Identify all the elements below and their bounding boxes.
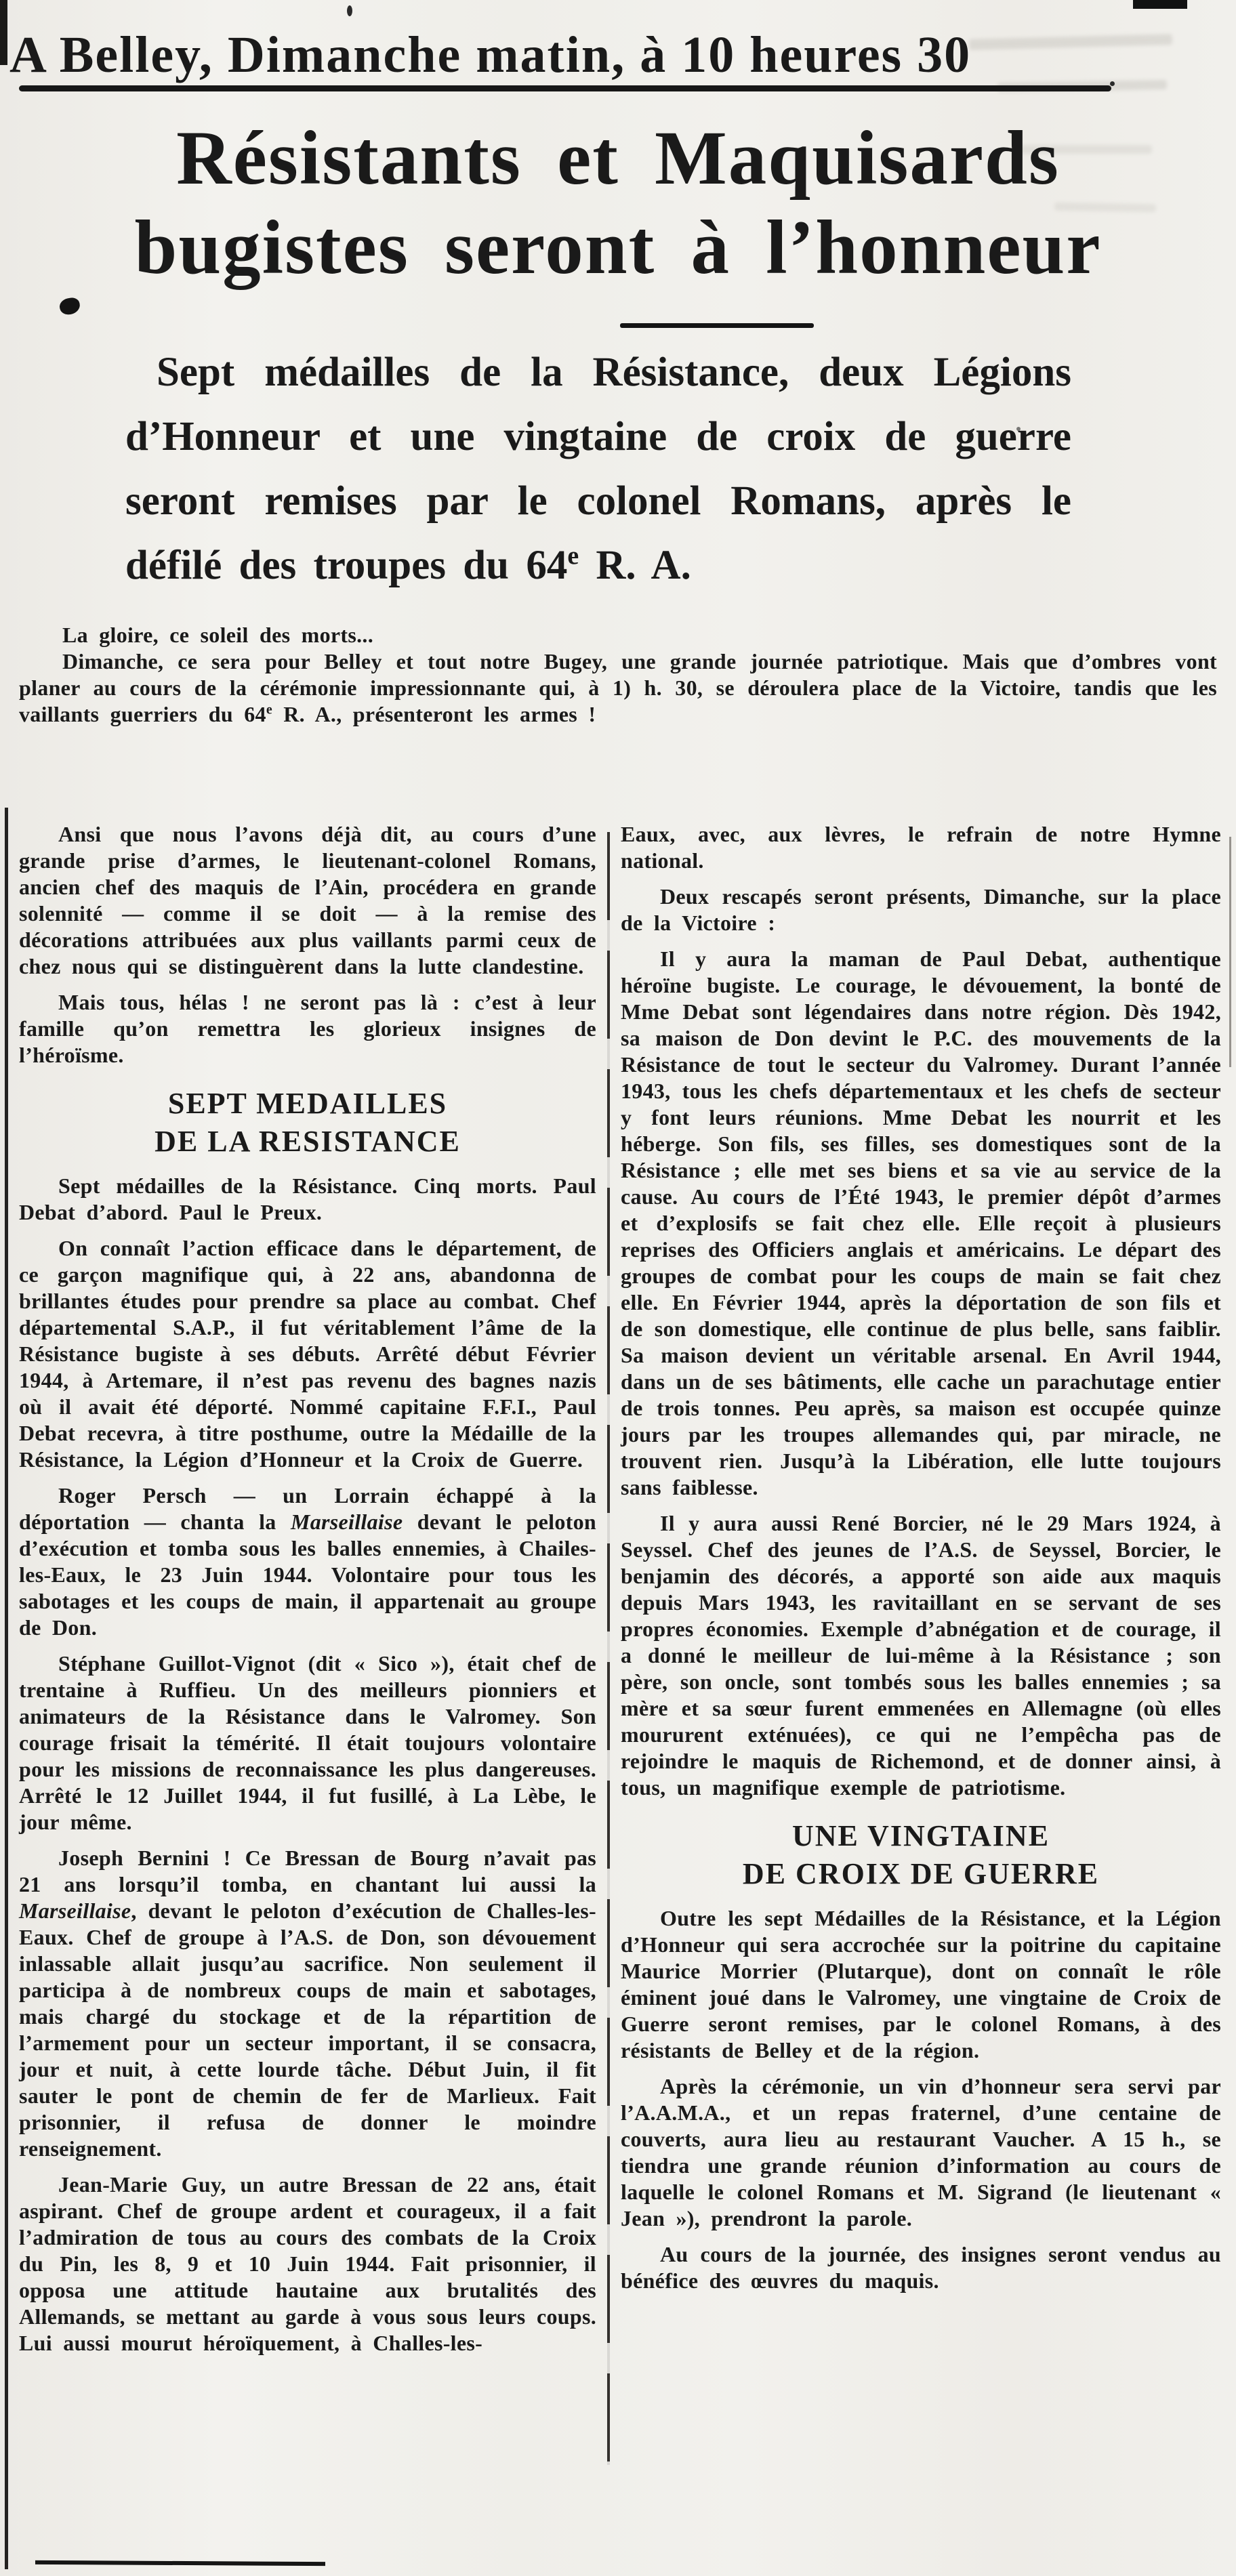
article-paragraph: Il y aura la maman de Paul Debat, authentique héroïne bugiste. Le courage, le dévouement, la bonté de Mme Debat sont légendaires dans notre région. Dès 1942, sa maison de Don devint le P.C. des mouvements de la Résistance de tout le secteur du Valromey. Durant l’année 1943, tous les chefs départementaux et les chefs de secteur y font leurs réunions. Mme Debat les nourrit et les héberge. Son fils, ses filles, ses domestiques sont de la Résistance ; elle met ses biens et sa vie au service de la cause. Au cours de l’Été 1943, le premier dépôt d’armes et d’explosifs se fait chez elle. Elle reçoit à plusieurs reprises des Officiers anglais et américains. Le départ des groupes de combat pour les coups de main se fait chez elle. En Février 1944, après la déportation de son fils et de son domestique, elle continue de plus belle, sans faiblir. Sa maison devient un véritable arsenal. En Avril 1944, dans un de ses bâtiments, elle cache un parachutage entier de trois tonnes. Peu après, sa maison est occupée quinze jours par les troupes allemandes qui, par miracle, ne trouvent rien. Jusqu’à la Libération, elle lutte toujours sans faiblesse. [621, 947, 1221, 1499]
headline [14, 114, 1222, 293]
bottom-rule [35, 2560, 325, 2566]
section-heading: SEPT MEDAILLES DE LA RESISTANCE [154, 1087, 461, 1158]
article-paragraph: On connaît l’action efficace dans le département, de ce garçon magnifique qui, à 22 ans, abandonna de brillantes études pour prendre sa place au combat. Chef départemental S.A.P., il fut véritablement l’âme de la Résistance bugiste à ses débuts. Arrêté début Février 1944, à Artemare, il n’est pas revenu des bagnes nazis où il avait été déporté. Nommé capitaine F.F.I., Paul Debat recevra, à titre posthume, outre la Médaille de la Résistance, la Légion d’Honneur et la Croix de Guerre. [19, 1236, 596, 1472]
article-columns [19, 821, 1221, 2465]
article-paragraph: Deux rescapés seront présents, Dimanche, sur la place de la Victoire : [621, 884, 1221, 935]
article-paragraph: Outre les sept Médailles de la Résistance, et la Légion d’Honneur qui sera accrochée sur la poitrine du capitaine Maurice Morrier (Plutarque), dont on connaît le rôle éminent joué dans le Valromey, une vingtaine de Croix de Guerre seront remises, par le colonel Romans, à des résistants de Belley et de la région. [621, 1906, 1221, 2062]
column-divider-rule [607, 832, 610, 2465]
article-paragraph: Dimanche, ce sera pour Belley et tout notre Bugey, une grande journée patriotique. Mais que d’ombres vont planer au cours de la cérémonie impressionnante qui, à 1) h. 30, se déroulera place de la Victoire, tandis que les vaillants guerriers du 64e R. A., présenteront les armes ! [19, 649, 1217, 726]
headline-divider [620, 323, 814, 328]
headline-line-2: bugistes seront à l’honneur [134, 205, 1102, 291]
lead-paragraphs [19, 622, 1217, 728]
article-paragraph: Mais tous, hélas ! ne seront pas là : c’est à leur famille qu’on remettra les glorieux insignes de l’héroïsme. [19, 990, 596, 1067]
page-border-left [5, 808, 8, 2569]
headline-line-1: Résistants et Maquisards [176, 116, 1060, 201]
article-paragraph: Eaux, avec, aux lèvres, le refrain de notre Hymne national. [621, 822, 1221, 873]
ink-blob [58, 296, 81, 316]
article-paragraph: Sept médailles de la Résistance. Cinq morts. Paul Debat d’abord. Paul le Preux. [19, 1173, 596, 1224]
kicker-rule [19, 85, 1111, 91]
article-paragraph: Au cours de la journée, des insignes seront vendus au bénéfice des œuvres du maquis. [621, 2242, 1221, 2293]
article-paragraph: Roger Persch — un Lorrain échappé à la déportation — chanta la Marseillaise devant le peloton d’exécution et tomba sous les balles ennemies, à Chailes-les-Eaux, le 23 Juin 1944. Volontaire pour tous les sabotages et les coups de main, il appartenait au groupe de Don. [19, 1483, 596, 1640]
bleed-through-smudge [969, 34, 1172, 50]
scan-edge-mark [0, 0, 7, 65]
section-heading: UNE VINGTAINE DE CROIX DE GUERRE [742, 1819, 1100, 1890]
article-paragraph: Joseph Bernini ! Ce Bressan de Bourg n’avait pas 21 ans lorsqu’il tomba, en chantant lui aussi la Marseillaise, devant le peloton d’exécution de Challes-les-Eaux. Chef de groupe à l’A.S. de Don, son dévouement inlassable allait jusqu’au sacrifice. Non seulement il participa à de nombreux coups de main et sabotages, mais chargé du stockage et de la répartition de l’armement pour un secteur important, il se consacra, jour et nuit, à cette lourde tâche. Début Juin, il fit sauter le pont de chemin de fer de Marlieux. Fait prisonnier, il refusa de donner le moindre renseignement. [19, 1846, 596, 2161]
ink-speck [1110, 81, 1115, 86]
article-paragraph: Stéphane Guillot-Vignot (dit « Sico »), était chef de trentaine à Ruffieu. Un des meilleurs pionniers et animateurs de la Résistance dans le Valromey. Son courage frisait la témérité. Il était toujours volontaire pour les missions de reconnaissance les plus dangereuses. Arrêté le 12 Juillet 1944, il fut fusillé, à La Lèbe, le jour même. [19, 1651, 596, 1834]
article-paragraph: Après la cérémonie, un vin d’honneur sera servi par l’A.A.M.A., et un repas fraternel, d’une centaine de couverts, aura lieu au restaurant Vaucher. A 15 h., se tiendra une grande réunion d’information au cours de laquelle le colonel Romans et M. Sigrand (le lieutenant « Jean »), prendront la parole. [621, 2074, 1221, 2230]
article-paragraph: La gloire, ce soleil des morts... [62, 623, 374, 647]
right-column [621, 821, 1221, 2304]
article-paragraph: Jean-Marie Guy, un autre Bressan de 22 ans, était aspirant. Chef de groupe ardent et courageux, il a fait l’admiration de tous au cours des combats de la Croix du Pin, les 8, 9 et 10 Juin 1944. Fait prisonnier, il opposa une attitude hautaine aux brutalités des Allemands, se mettant au garde à vous sous leurs coups. Lui aussi mourut héroïquement, à Challes-les- [19, 2172, 596, 2355]
scan-edge-mark [1133, 0, 1187, 9]
left-column [19, 821, 596, 2366]
article-paragraph: Ansi que nous l’avons déjà dit, au cours d’une grande prise d’armes, le lieutenant-colonel Romans, ancien chef des maquis de l’Ain, procédera en grande solennité — comme il se doit — à la remise des décorations attribuées aux plus vaillants parmi ceux de chez nous qui se distinguèrent dans la lutte clandestine. [19, 822, 596, 978]
scan-edge-mark [1229, 837, 1231, 1067]
deck: Sept médailles de la Résistance, deux Légions d’Honneur et une vingtaine de croix de guerre seront remises par le colonel Romans, après le défilé des troupes du 64e R. A. [125, 350, 1071, 588]
article-paragraph: Il y aura aussi René Borcier, né le 29 Mars 1924, à Seyssel. Chef des jeunes de l’A.S. de Seyssel, Borcier, le benjamin des décorés, a apporté son aide aux maquis depuis Mars 1943, les ravitaillant en se servant de ses propres économies. Exemple d’abnégation et de courage, il a donné le meilleur de lui-même à la Résistance ; son père, son oncle, sont tombés sous les balles ennemies ; sa mère et sa sœur furent emmenées en Allemagne (où elles moururent exténuées), ce qui ne l’empêcha pas de rejoindre le maquis de Richemond, et de donner ainsi, à tous, un magnifique exemple de patriotisme. [621, 1511, 1221, 1800]
ink-speck [347, 5, 352, 16]
kicker: A Belley, Dimanche matin, à 10 heures 30 [9, 26, 972, 83]
